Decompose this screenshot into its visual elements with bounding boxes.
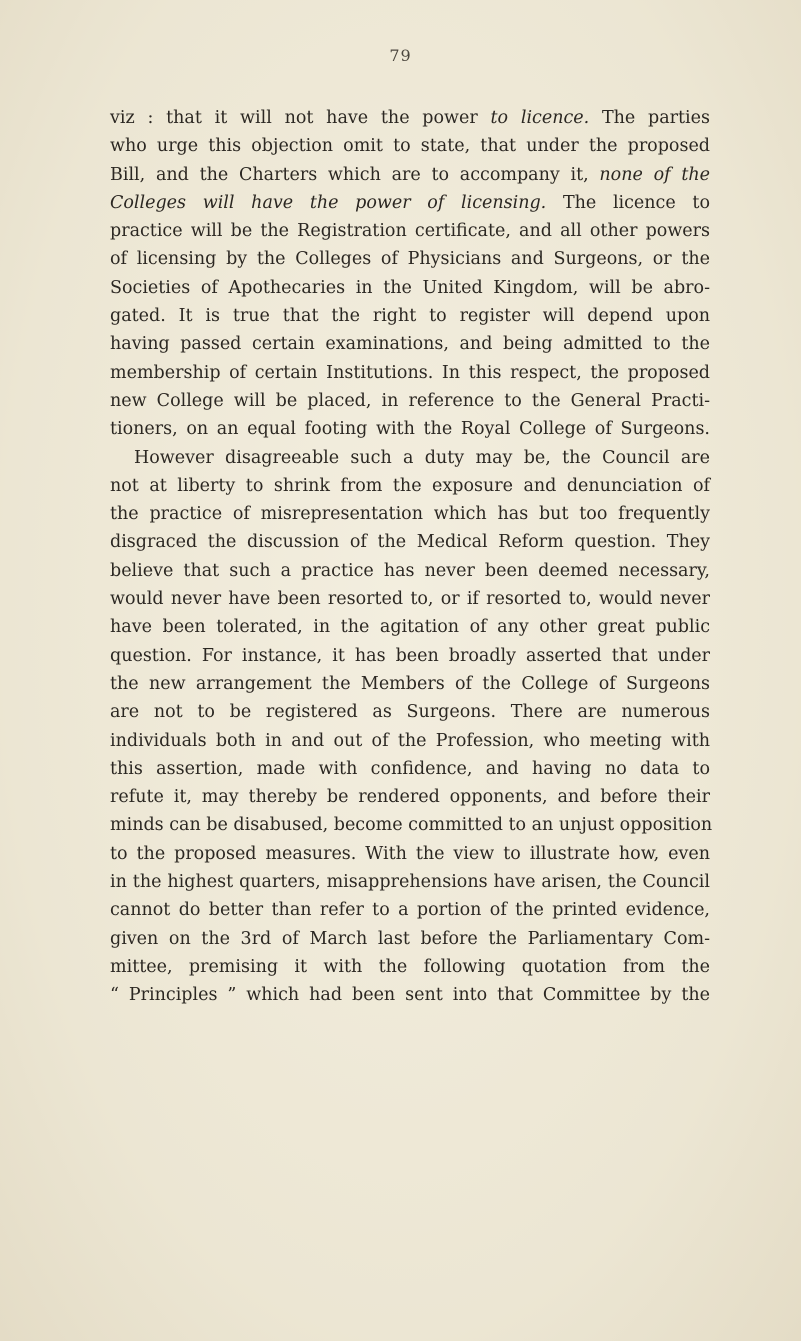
text-line [110,500,710,528]
text-line [110,811,713,839]
text-line [110,953,710,981]
text-segment: membership of certain Institutions. In this respect, the proposed [110,362,710,383]
body-text [110,104,713,1010]
text-segment: Bill, and the Charters which are to accompany it, [110,164,600,185]
text-line [110,868,710,896]
text-segment: are not to be registered as Surgeons. There are numerous [110,702,710,723]
italic-text: none of the [599,164,710,185]
text-line [110,302,710,330]
text-line [110,642,710,670]
text-segment: mittee, premising it with the following quotation from the [110,956,710,977]
text-segment: cannot do better than refer to a portion of the printed evidence, [110,900,710,921]
text-line [110,528,710,556]
text-segment: tioners, on an equal footing with the Royal College of Surgeons. [110,419,710,440]
text-segment: However disagreeable such a duty may be, the Council are [134,447,710,468]
text-line [110,727,710,755]
italic-text: to licence. [490,108,590,128]
text-segment: the practice of misrepresentation which has but too frequently [110,504,710,525]
text-line [110,217,710,245]
text-segment: new College will be placed, in reference to the General Practi- [110,390,710,411]
text-line [110,783,710,811]
text-line [110,557,710,585]
text-line [110,613,710,641]
text-segment: individuals both in and out of the Profession, who meeting with [110,730,710,751]
text-line [110,330,710,358]
text-line [110,670,710,698]
text-segment: of licensing by the Colleges of Physicians and Surgeons, or the [110,249,710,270]
text-line [110,444,710,472]
text-segment: this assertion, made with confidence, and having no data to [110,758,710,779]
text-line [110,274,710,302]
text-segment: given on the 3rd of March last before the Parliamentary Com- [110,928,710,949]
text-segment: minds can be disabused, become committed to an unjust opposition [110,815,713,836]
text-line [110,359,710,387]
text-line [110,472,710,500]
text-segment: practice will be the Registration certificate, and all other powers [110,221,710,242]
text-line [110,161,710,189]
text-segment: not at liberty to shrink from the exposure and denunciation of [110,475,710,496]
text-segment: to the proposed measures. With the view to illustrate how, even [110,843,710,864]
text-segment: The parties [589,108,710,128]
text-segment: Societies of Apothecaries in the United Kingdom, will be abro- [110,277,710,298]
text-line [110,755,710,783]
text-line [110,925,710,953]
text-line [110,132,710,160]
text-line [110,387,710,415]
text-segment: having passed certain examinations, and being admitted to the [110,334,710,355]
text-segment: viz : that it will not have the power [110,108,491,128]
text-segment: the new arrangement the Members of the College of Surgeons [110,673,710,694]
page-number: 79 [389,46,412,65]
text-segment: “ Principles ” which had been sent into that Committee by the [110,985,710,1006]
text-segment: would never have been resorted to, or if resorted to, would never [110,589,710,610]
italic-text: Colleges will have the power of licensing. [110,192,547,213]
text-line [110,585,710,613]
text-segment: gated. It is true that the right to register will depend upon [110,306,710,327]
text-line [110,896,710,924]
text-segment: The licence to [546,192,710,213]
text-line [110,104,710,132]
text-line [110,415,710,443]
text-line [110,189,710,217]
text-segment: believe that such a practice has never been deemed necessary, [110,560,710,581]
text-segment: question. For instance, it has been broadly asserted that under [110,645,710,666]
text-segment: who urge this objection omit to state, that under the proposed [110,136,710,157]
text-segment: refute it, may thereby be rendered opponents, and before their [110,787,710,808]
text-segment: disgraced the discussion of the Medical Reform question. They [110,532,710,553]
text-line [110,245,710,273]
text-segment: in the highest quarters, misapprehensions have arisen, the Council [110,872,710,893]
text-line [110,840,710,868]
text-line [110,698,710,726]
text-segment: have been tolerated, in the agitation of any other great public [110,617,710,638]
text-line [110,981,710,1009]
